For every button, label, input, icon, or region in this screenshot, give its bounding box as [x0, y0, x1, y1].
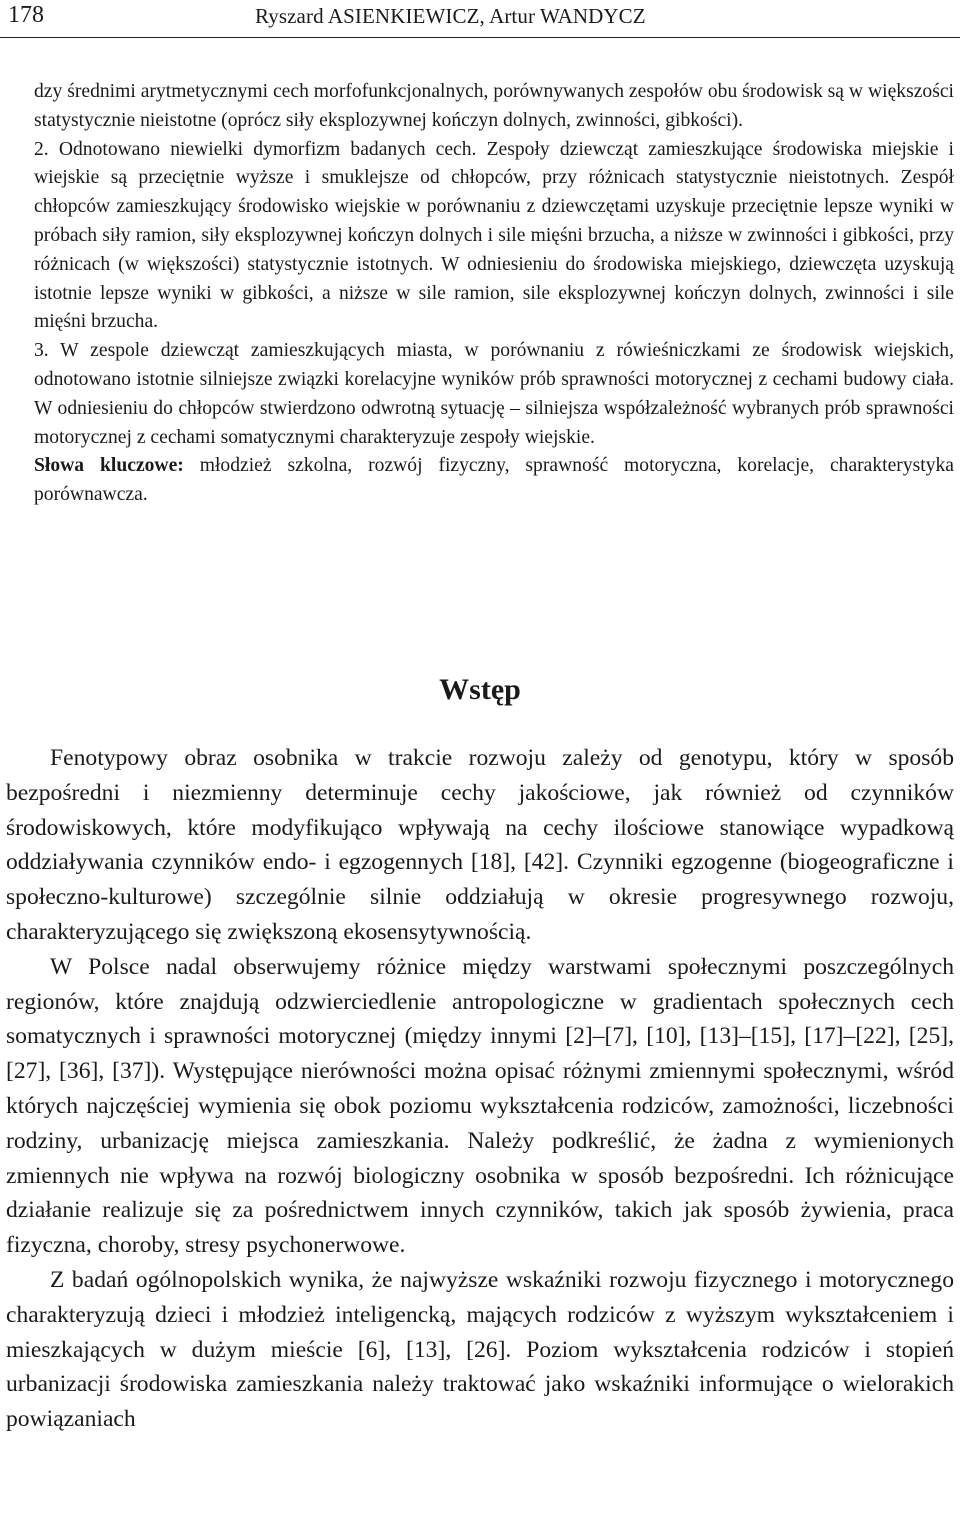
body-paragraph: Z badań ogólnopolskich wynika, że najwyższe wskaźniki rozwoju fizycznego i motorycznego charakteryzują dzieci i młodzież inteligencką, mających rodziców z wyższym wykształceniem i mieszkających w dużym mieście [6], [13], [26]. Poziom wykształcenia rodziców i stopień urbanizacji środowiska zamieszkania należy traktować jako wskaźniki informujące o wielorakich powiązaniach [6, 1266, 954, 1433]
section-title: Wstęp [439, 673, 521, 706]
keywords-text: młodzież szkolna, rozwój fizyczny, sprawność motoryczna, korelacje, charakterystyka porównawcza. [34, 455, 954, 506]
running-head: Ryszard ASIENKIEWICZ, Artur WANDYCZ [255, 4, 646, 28]
page-number: 178 [8, 2, 44, 28]
abstract-paragraph: 3. W zespole dziewcząt zamieszkujących miasta, w porównaniu z rówieśniczkami ze środowisk wiejskich, odnotowano istotnie silniejsze związki korelacyjne wyników prób sprawności motorycznej z cechami budowy ciała. W odniesieniu do chłopców stwierdzono odwrotną sytuację – silniejsza współzależność wybranych prób sprawności motorycznej z cechami somatycznymi charakteryzuje zespoły wiejskie. [34, 340, 954, 448]
keywords-label: Słowa kluczowe: [34, 455, 184, 477]
body-paragraph: Fenotypowy obraz osobnika w trakcie rozwoju zależy od genotypu, który w sposób bezpośredni i niezmienny determinuje cechy jakościowe, jak również od czynników środowiskowych, które modyfikująco wpływają na cechy ilościowe stanowiące wypadkową oddziaływania czynników endo- i egzogennych [18], [42]. Czynniki egzogenne (biogeograficzne i społeczno-kulturowe) szczególnie silnie oddziałują w okresie progresywnego rozwoju, charakteryzującego się zwiększoną ekosensytywnością. [6, 745, 954, 945]
body-paragraph: W Polsce nadal obserwujemy różnice między warstwami społecznymi poszczególnych regionów, które znajdują odzwierciedlenie antropologiczne w gradientach społecznych cech somatycznych i sprawności motorycznej (między innymi [2]–[7], [10], [13]–[15], [17]–[22], [25], [27], [36], [37]). Występujące nierówności można opisać różnymi zmiennymi społecznymi, wśród których najczęściej wymienia się obok poziomu wykształcenia rodziców, zamożności, liczebności rodziny, urbanizację miejsca zamieszkania. Należy podkreślić, że żadna z wymienionych zmiennych nie wpływa na rozwój biologiczny osobnika w sposób bezpośredni. Ich różnicujące działanie realizuje się za pośrednictwem innych czynników, takich jak sposób żywienia, praca fizyczna, choroby, stresy psychonerwowe. [6, 953, 954, 1259]
abstract-conclusions [34, 78, 954, 510]
keywords [34, 452, 954, 510]
abstract-paragraph: dzy średnimi arytmetycznymi cech morfofunkcjonalnych, porównywanych zespołów obu środowisk są w większości statystycznie nieistotne (oprócz siły eksplozywnej kończyn dolnych, zwinności, gibkości). [34, 81, 954, 131]
body-text [6, 741, 954, 1437]
page-header [0, 0, 960, 38]
abstract-paragraph: 2. Odnotowano niewielki dymorfizm badanych cech. Zespoły dziewcząt zamieszkujące środowiska miejskie i wiejskie są przeciętnie wyższe i smuklejsze od chłopców, przy różnicach statystycznie nieistotnych. Zespół chłopców zamieszkujący środowisko wiejskie w porównaniu z dziewczętami uzyskuje przeciętnie lepsze wyniki w próbach siły ramion, siły eksplozywnej kończyn dolnych i sile mięśni brzucha, a niższe w zwinności i gibkości, przy różnicach (w większości) statystycznie istotnych. W odniesieniu do środowiska miejskiego, dziewczęta uzyskują istotnie lepsze wyniki w gibkości, a niższe w sile ramion, sile eksplozywnej kończyn dolnych, zwinności i sile mięśni brzucha. [34, 138, 954, 333]
